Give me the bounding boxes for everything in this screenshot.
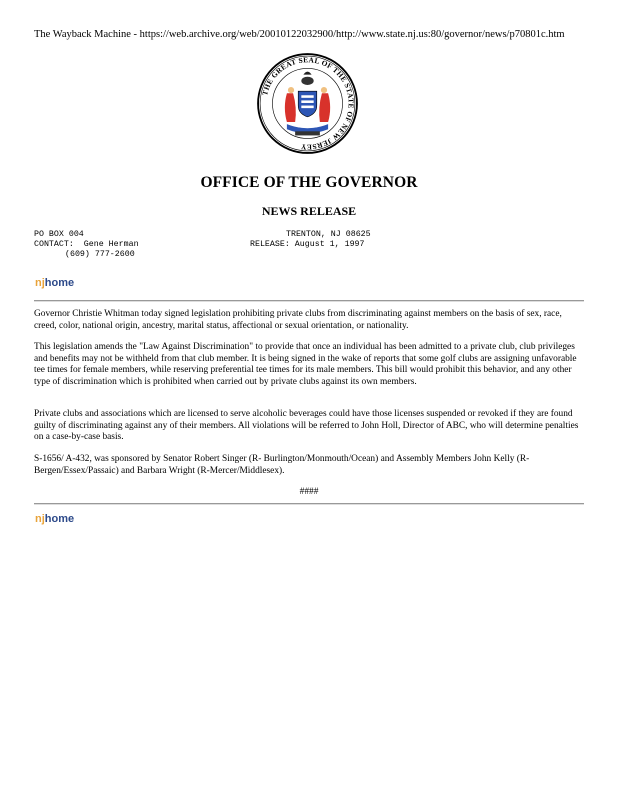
home-text: home [44, 513, 75, 525]
page-subtitle: NEWS RELEASE [261, 204, 357, 218]
paragraph-2: This legislation amends the "Law Against Discrimination" to provide that once an individual has been admitted to a private club, club privileges and benefits may not be withheld from that club member. It is being signed in the wake of reports that some golf clubs are assigning unfavorable tee times for female members, while reserving preferential tee times for its male members. This bill would prohibit this behavior, and any other type of discrimination which is prohibited when carried out by private clubs against its own members. [34, 342, 577, 387]
nj-logo-text: nj [35, 513, 45, 525]
contact-po-box: PO BOX 004 [34, 230, 84, 239]
nj-home-link-top[interactable] [35, 277, 74, 289]
paragraph-1: Governor Christie Whitman today signed legislation prohibiting private clubs from discriminating against members on the basis of sex, race, creed, color, national origin, ancestry, marital status, affectional or sexual orientation, or nationality. [34, 309, 562, 331]
state-seal-logo [256, 52, 359, 155]
paragraph-4: S-1656/ A-432, was sponsored by Senator Robert Singer (R- Burlington/Monmouth/Ocean) and Assembly Members John Kelly (R-Bergen/Essex/Passaic) and Barbara Wright (R-Mercer/Middlesex). [34, 454, 530, 476]
nj-home-link-bottom[interactable] [35, 513, 74, 525]
home-text: home [44, 277, 75, 289]
release-date: RELEASE: August 1, 1997 [250, 240, 365, 249]
nj-logo-text: nj [35, 277, 45, 289]
contact-name: CONTACT: Gene Herman [34, 240, 139, 249]
wayback-header: The Wayback Machine - https://web.archive.org/web/20010122032900/http://www.state.nj.us:80/governor/news/p70801c.htm [34, 29, 565, 40]
contact-city: TRENTON, NJ 08625 [286, 230, 371, 239]
contact-phone: (609) 777-2600 [65, 250, 135, 259]
paragraph-3: Private clubs and associations which are licensed to serve alcoholic beverages could have those licenses suspended or revoked if they are found guilty of discriminating against any of their members. All violations will be referred to John Holl, Director of ABC, who will determine penalties on a case-by-case basis. [34, 409, 579, 442]
seal-ring-text: THE GREAT SEAL OF THE STATE OF NEW JERSEY [260, 55, 356, 152]
divider-top [34, 300, 584, 302]
end-mark: #### [299, 487, 319, 497]
divider-bottom [34, 503, 584, 505]
page-title: OFFICE OF THE GOVERNOR [200, 174, 418, 191]
